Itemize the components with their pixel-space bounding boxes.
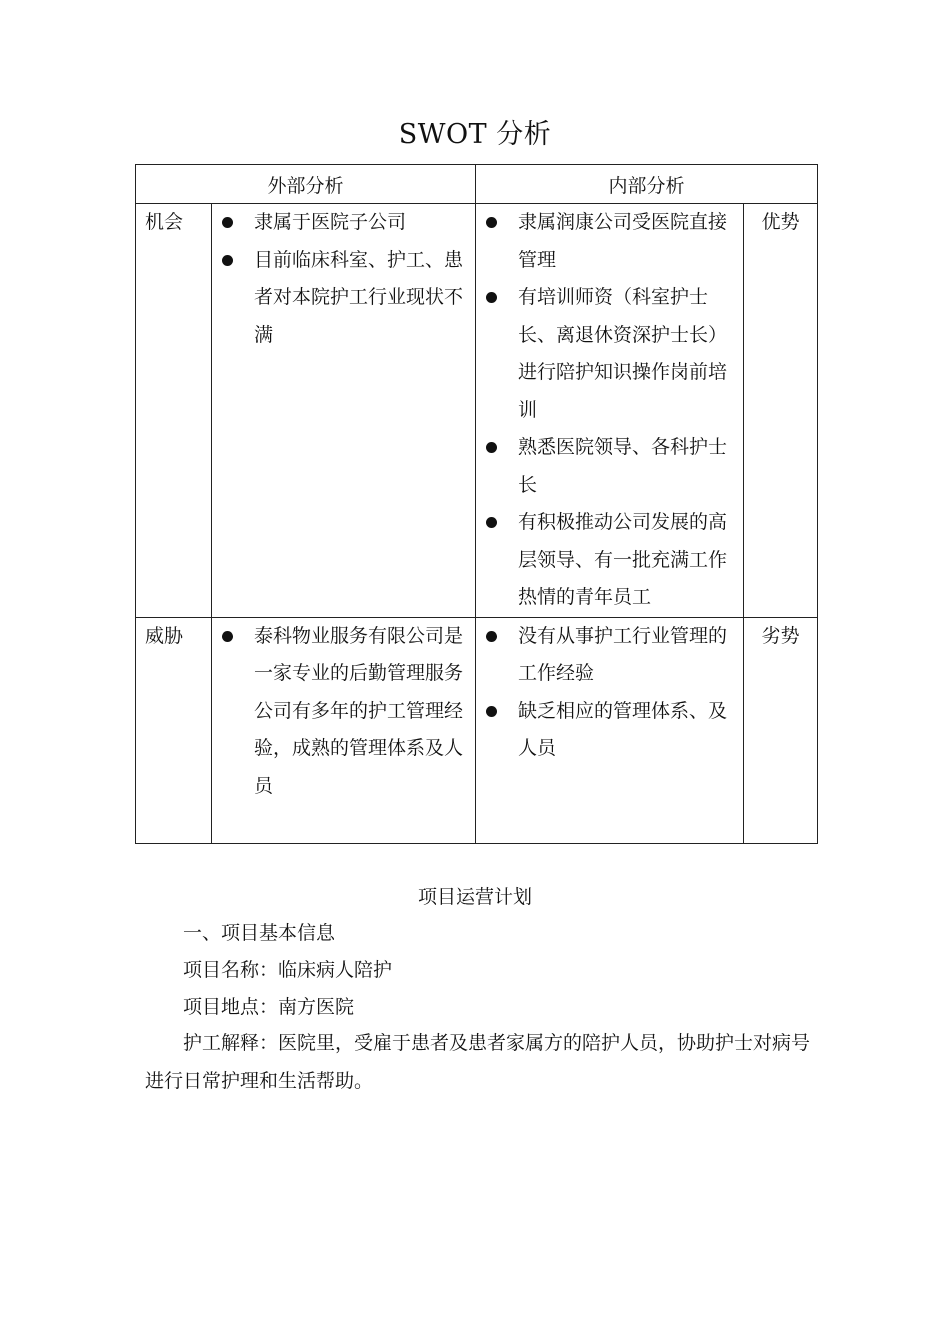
list-item — [476, 618, 743, 693]
explanation-paragraph: 护工解释：医院里，受雇于患者及患者家属方的陪护人员，协助护士对病号进行日常护理和生活帮助。 — [145, 1032, 811, 1092]
page-title: SWOT 分析 — [398, 119, 552, 150]
list-item — [212, 618, 475, 806]
list-item — [476, 504, 743, 617]
list-item-text: 目前临床科室、护工、患者对本院护工行业现状不满 — [254, 248, 464, 346]
list-item — [476, 204, 743, 279]
list-item — [476, 429, 743, 504]
swot-header-row — [136, 165, 818, 204]
bullet-icon — [222, 217, 233, 228]
list-item — [212, 204, 475, 242]
swot-table — [135, 164, 818, 844]
strength-label: 优势 — [744, 204, 818, 618]
list-item-text: 熟悉医院领导、各科护士长 — [518, 436, 728, 496]
threat-label: 威胁 — [136, 617, 212, 843]
bullet-icon — [222, 255, 233, 266]
bullet-icon — [486, 217, 497, 228]
table-row — [136, 204, 818, 618]
bullet-icon — [486, 442, 497, 453]
list-item-text: 泰科物业服务有限公司是一家专业的后勤管理服务公司有多年的护工管理经验，成熟的管理体系及人员 — [254, 624, 464, 797]
list-item — [476, 693, 743, 768]
project-location-line: 项目地点：南方医院 — [183, 996, 355, 1018]
table-row — [136, 617, 818, 843]
weakness-cell — [476, 617, 744, 843]
list-item-text: 有培训师资（科室护士长、离退休资深护士长）进行陪护知识操作岗前培训 — [518, 286, 728, 421]
list-item-text: 缺乏相应的管理体系、及人员 — [518, 699, 728, 759]
opportunity-label: 机会 — [136, 204, 212, 618]
list-item-text: 隶属润康公司受医院直接管理 — [518, 211, 728, 271]
list-item — [476, 279, 743, 429]
bullet-icon — [222, 631, 233, 642]
bullet-icon — [486, 292, 497, 303]
list-item-text: 没有从事护工行业管理的工作经验 — [518, 624, 728, 684]
threat-cell — [212, 617, 476, 843]
opportunity-cell — [212, 204, 476, 618]
bullet-icon — [486, 517, 497, 528]
bullet-icon — [486, 706, 497, 717]
strength-cell — [476, 204, 744, 618]
section-heading: 一、项目基本信息 — [183, 922, 336, 944]
list-item-text: 有积极推动公司发展的高层领导、有一批充满工作热情的青年员工 — [518, 511, 728, 608]
project-name-line: 项目名称：临床病人陪护 — [183, 959, 393, 981]
plan-title: 项目运营计划 — [417, 886, 532, 908]
internal-analysis-header: 内部分析 — [476, 165, 818, 204]
list-item-text: 隶属于医院子公司 — [254, 211, 407, 233]
external-analysis-header: 外部分析 — [136, 165, 476, 204]
weakness-label: 劣势 — [744, 617, 818, 843]
bullet-icon — [486, 631, 497, 642]
list-item — [212, 242, 475, 355]
